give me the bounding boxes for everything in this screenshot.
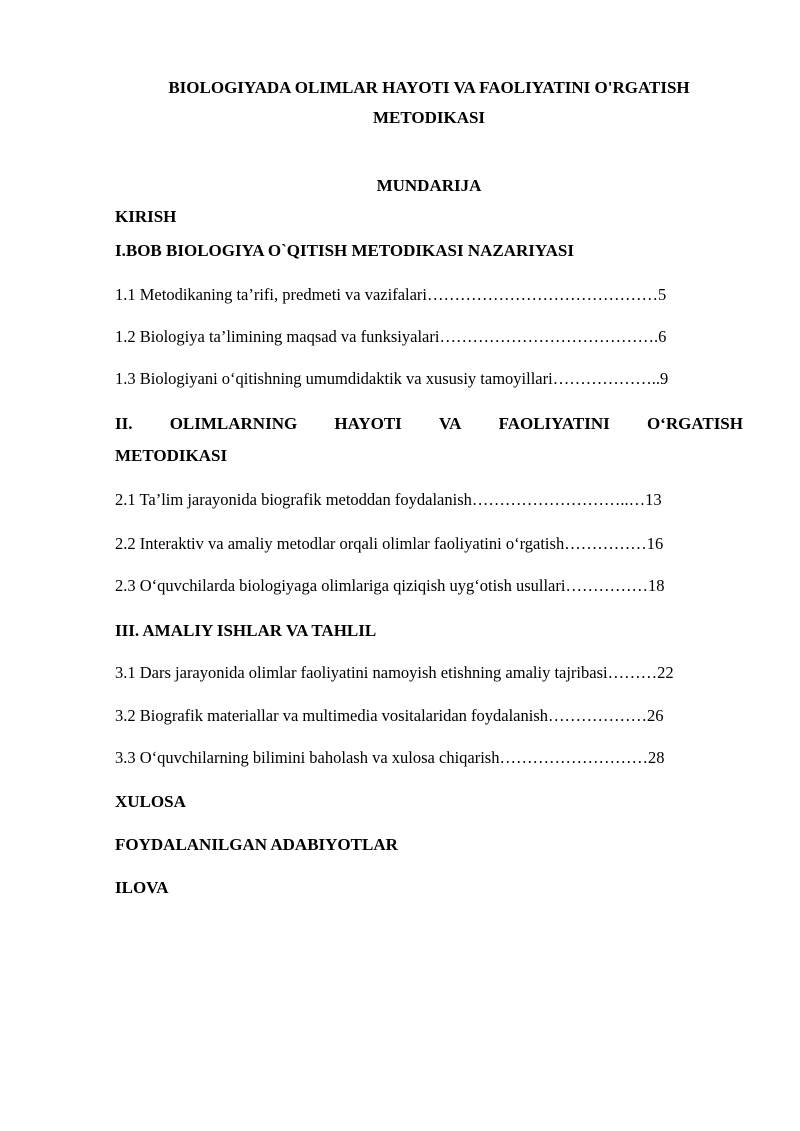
- toc-page-number: 5: [658, 285, 667, 304]
- toc-entry-1-3: [115, 369, 743, 389]
- toc-page-number: 26: [647, 706, 664, 725]
- chapter2-heading-word: O‘RGATISH: [646, 414, 743, 433]
- toc-intro: KIRISH: [115, 207, 177, 226]
- toc-entry-2-2: [115, 534, 743, 554]
- toc-page-number: 22: [657, 663, 674, 682]
- toc-entry-text: 3.3 O‘quvchilarning bilimini baholash va xulosa chiqarish: [115, 748, 500, 767]
- toc-entry-2-1: [115, 490, 743, 510]
- toc-leader-dots: ………………………..…: [471, 490, 646, 509]
- toc-references: FOYDALANILGAN ADABIYOTLAR: [115, 835, 398, 854]
- chapter2-heading-line1: [115, 414, 743, 434]
- toc-entry-2-3: [115, 576, 743, 596]
- chapter2-heading-word: OLIMLARNING: [169, 414, 298, 433]
- toc-leader-dots: ………………………: [499, 748, 648, 767]
- chapter1-heading: I.BOB BIOLOGIYA O`QITISH METODIKASI NAZARIYASI: [115, 241, 574, 260]
- toc-entry-text: 3.1 Dars jarayonida olimlar faoliyatini namoyish etishning amaliy tajribasi: [115, 663, 608, 682]
- toc-entry-text: 1.1 Metodikaning ta’rifi, predmeti va vazifalari: [115, 285, 428, 304]
- toc-appendix: ILOVA: [115, 878, 169, 897]
- toc-entry-3-3: [115, 748, 743, 768]
- chapter2-heading-word: II.: [115, 414, 133, 433]
- contents-heading: MUNDARIJA: [376, 176, 482, 195]
- chapter3-heading: III. AMALIY ISHLAR VA TAHLIL: [115, 621, 377, 640]
- toc-page-number: 28: [647, 748, 665, 767]
- document-title-line1: BIOLOGIYADA OLIMLAR HAYOTI VA FAOLIYATINI O'RGATISH: [168, 78, 690, 97]
- chapter2-heading-word: VA: [439, 414, 462, 433]
- toc-page-number: 18: [647, 576, 665, 595]
- toc-conclusion: XULOSA: [115, 792, 186, 811]
- toc-leader-dots: ……………: [565, 576, 648, 595]
- toc-leader-dots: ………………: [548, 706, 647, 725]
- toc-leader-dots: ……………: [564, 534, 647, 553]
- toc-entry-text: 1.3 Biologiyani o‘qitishning umumdidaktik va xususiy tamoyillari: [115, 369, 553, 388]
- toc-leader-dots: ………………: [552, 369, 652, 388]
- toc-page-number: 16: [646, 534, 664, 553]
- toc-page-number: 13: [645, 490, 662, 509]
- chapter2-heading-line2: METODIKASI: [115, 446, 228, 465]
- toc-entry-1-1: [115, 285, 743, 305]
- toc-entry-text: 2.2 Interaktiv va amaliy metodlar orqali olimlar faoliyatini o‘rgatish: [115, 534, 565, 553]
- chapter2-heading-word: HAYOTI: [334, 414, 402, 433]
- toc-entry-text: 3.2 Biografik materiallar va multimedia vositalaridan foydalanish: [115, 706, 548, 725]
- toc-entry-3-2: [115, 706, 743, 726]
- toc-entry-text: 2.3 O‘quvchilarda biologiyaga olimlariga qiziqish uyg‘otish usullari: [115, 576, 566, 595]
- toc-page-number: ..9: [651, 369, 669, 388]
- toc-leader-dots: ……………………………………: [427, 285, 659, 304]
- toc-entry-1-2: [115, 327, 743, 347]
- toc-entry-text: 1.2 Biologiya ta’limining maqsad va funksiyalari: [115, 327, 440, 346]
- chapter2-heading-word: FAOLIYATINI: [498, 414, 610, 433]
- document-title-line2: METODIKASI: [372, 108, 486, 127]
- toc-page-number: .6: [653, 327, 667, 346]
- toc-leader-dots: …………………………………: [439, 327, 654, 346]
- toc-entry-text: 2.1 Ta’lim jarayonida biografik metoddan foydalanish: [115, 490, 472, 509]
- toc-entry-3-1: [115, 663, 743, 683]
- toc-leader-dots: ………: [607, 663, 658, 682]
